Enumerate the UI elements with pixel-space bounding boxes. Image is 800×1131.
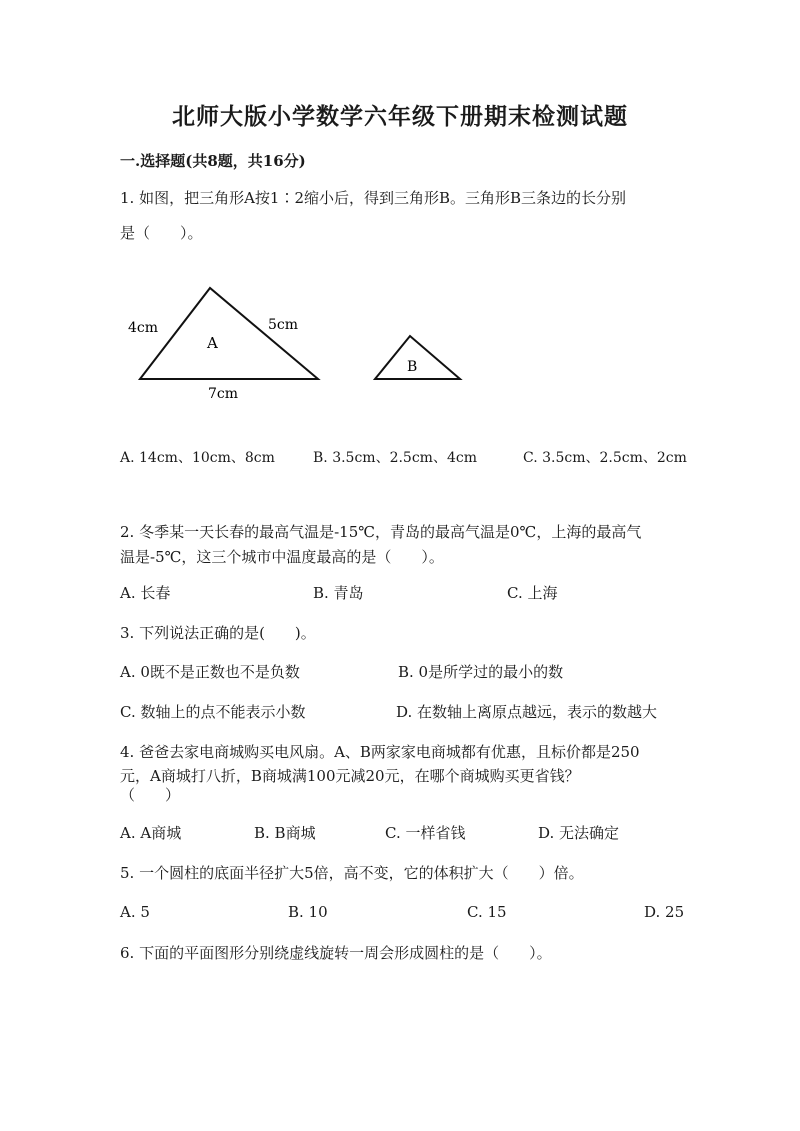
q2-option-a[interactable]: A. 长春: [120, 584, 171, 602]
triangle-a-shape: [140, 288, 318, 379]
q5-option-a[interactable]: A. 5: [120, 903, 150, 921]
q3-option-b[interactable]: B. 0是所学过的最小的数: [398, 663, 564, 681]
q3-option-d[interactable]: D. 在数轴上离原点越远，表示的数越大: [396, 703, 658, 721]
page-title: 北师大版小学数学六年级下册期末检测试题: [172, 103, 628, 130]
triangle-figure: [120, 278, 480, 408]
section-heading: 一.选择题(共8题，共16分): [120, 152, 306, 170]
q1-option-c[interactable]: C. 3.5cm、2.5cm、2cm: [523, 450, 687, 466]
question-4-line-2: 元，A商城打八折，B商城满100元减20元，在哪个商城购买更省钱？: [120, 767, 580, 785]
side-right-label: 5cm: [268, 317, 299, 333]
q3-option-c[interactable]: C. 数轴上的点不能表示小数: [120, 703, 306, 721]
q4-option-c[interactable]: C. 一样省钱: [385, 824, 466, 842]
question-1-line-2: 是（ ）。: [120, 224, 203, 242]
side-left-label: 4cm: [128, 320, 159, 336]
q4-option-d[interactable]: D. 无法确定: [538, 824, 620, 842]
q1-option-b[interactable]: B. 3.5cm、2.5cm、4cm: [313, 450, 477, 466]
question-6-line-1: 6. 下面的平面图形分别绕虚线旋转一周会形成圆柱的是（ ）。: [120, 944, 552, 962]
question-3-line-1: 3. 下列说法正确的是( )。: [120, 624, 316, 642]
q5-option-c[interactable]: C. 15: [467, 903, 507, 921]
q5-option-d[interactable]: D. 25: [644, 903, 685, 921]
question-5-line-1: 5. 一个圆柱的底面半径扩大5倍，高不变，它的体积扩大（ ）倍。: [120, 864, 584, 882]
q4-option-b[interactable]: B. B商城: [254, 824, 316, 842]
side-bottom-label: 7cm: [208, 386, 239, 402]
q3-option-a[interactable]: A. 0既不是正数也不是负数: [120, 663, 300, 681]
question-1-line-1: 1. 如图，把三角形A按1∶2缩小后，得到三角形B。三角形B三条边的长分别: [120, 189, 627, 207]
q2-option-c[interactable]: C. 上海: [507, 584, 558, 602]
q1-option-a[interactable]: A. 14cm、10cm、8cm: [120, 450, 275, 466]
question-4-line-1: 4. 爸爸去家电商城购买电风扇。A、B两家家电商城都有优惠，且标价都是250: [120, 743, 640, 761]
question-4-line-3: （ ）: [120, 786, 181, 804]
q4-option-a[interactable]: A. A商城: [120, 824, 182, 842]
triangle-a-label: A: [207, 334, 218, 352]
q5-option-b[interactable]: B. 10: [288, 903, 328, 921]
triangle-b-shape: [375, 336, 460, 379]
q2-option-b[interactable]: B. 青岛: [313, 584, 364, 602]
question-2-line-2: 温是-5℃，这三个城市中温度最高的是（ ）。: [120, 548, 444, 566]
triangle-b-label: B: [407, 359, 418, 375]
question-2-line-1: 2. 冬季某一天长春的最高气温是-15℃，青岛的最高气温是0℃，上海的最高气: [120, 523, 642, 541]
